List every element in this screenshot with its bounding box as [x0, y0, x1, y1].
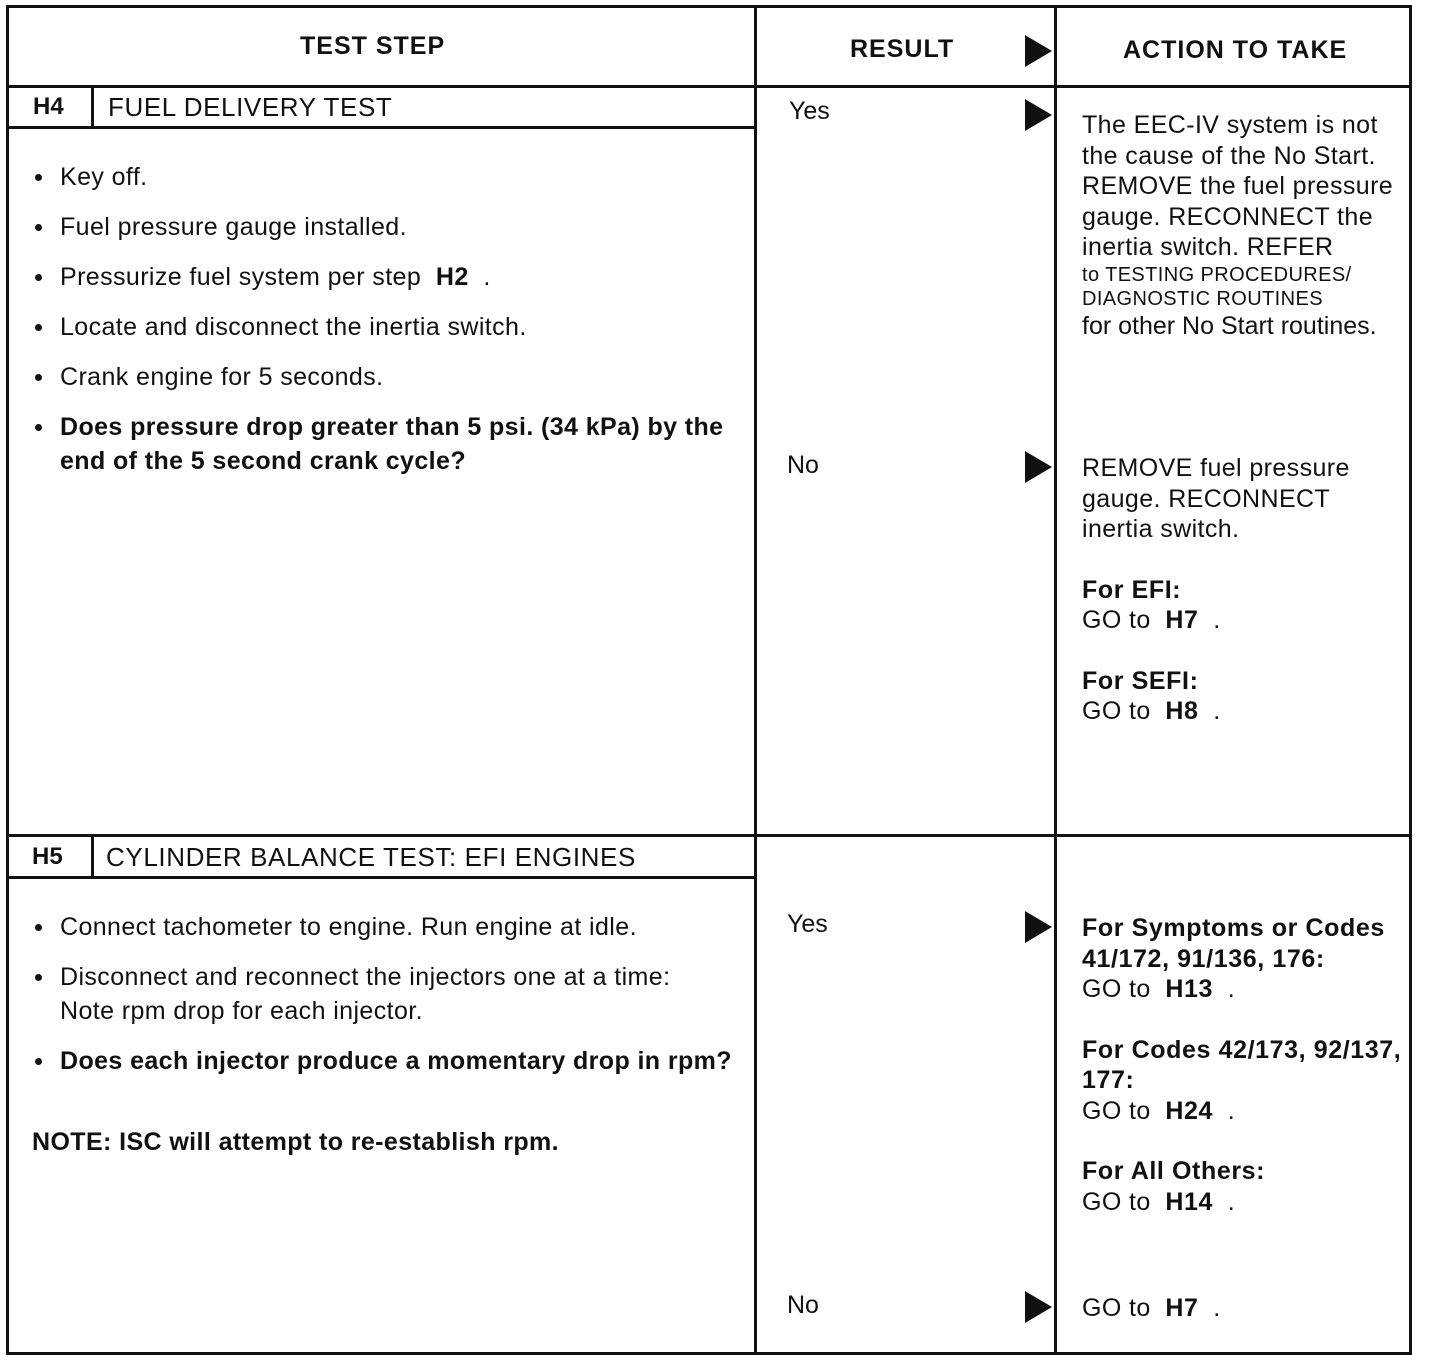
h5-no-ref: H7: [1165, 1294, 1199, 1322]
h4-id-divider: [91, 86, 94, 127]
h5-others-ref: H14: [1165, 1187, 1214, 1216]
header-arrow-icon: [1025, 35, 1052, 67]
header-result: RESULT: [850, 35, 955, 63]
h5-yes-arrow-icon: [1025, 911, 1052, 943]
h4-no-arrow-icon: [1025, 451, 1052, 483]
h5-bullet-3: Does each injector produce a momentary drop in rpm?: [32, 1044, 732, 1078]
h4-yes-arrow-icon: [1025, 99, 1052, 131]
h5-action-yes: For Symptoms or Codes 41/172, 91/136, 176: GO to H13 . For Codes 42/173, 92/137, 177: GO to H24 . For All Others: GO to H14 .: [1082, 914, 1402, 1216]
h4-title: FUEL DELIVERY TEST: [108, 92, 393, 122]
h4-action-no: REMOVE fuel pressure gauge. RECONNECT inertia switch. For EFI: GO to H7 . For SEFI: GO to H8 .: [1082, 454, 1350, 725]
h5-action-no: GO to H7 .: [1082, 1294, 1221, 1322]
h5-result-no: No: [787, 1291, 819, 1319]
h5-id: H5: [32, 843, 63, 870]
h5-bullets: [32, 910, 732, 1078]
h5-bullet-1: Connect tachometer to engine. Run engine at idle.: [32, 910, 732, 944]
h5-others-label: For All Others:: [1082, 1157, 1266, 1185]
h4-result-yes: Yes: [789, 97, 830, 125]
h5-symptoms-ref: H13: [1165, 975, 1214, 1003]
h5-symptoms-label: For Symptoms or Codes 41/172, 91/136, 176:: [1082, 914, 1385, 973]
h5-codes-ref: H24: [1165, 1096, 1214, 1125]
header-test-step: TEST STEP: [300, 32, 446, 60]
h5-title-line: [6, 876, 757, 879]
divider-result-action: [1054, 5, 1057, 1355]
h4-bullet-4: Locate and disconnect the inertia switch.: [32, 310, 732, 344]
h5-bullet-2: Disconnect and reconnect the injectors one at a time: Note rpm drop for each injector.: [32, 960, 732, 1028]
h4-sefi-ref: H8: [1165, 697, 1199, 725]
h4-action-yes: The EEC-IV system is not the cause of the No Start. REMOVE the fuel pressure gauge. RECONNECT the inertia switch. REFER to TESTING PROCEDURES/ DIAGNOSTIC ROUTINES for other No Start routines.: [1082, 111, 1394, 340]
h5-note: NOTE: ISC will attempt to re-establish rpm.: [32, 1128, 559, 1156]
divider-test-result: [754, 5, 757, 1355]
h5-no-arrow-icon: [1025, 1291, 1052, 1323]
h4-bullet-2: Fuel pressure gauge installed.: [32, 210, 732, 244]
header-action: ACTION TO TAKE: [1123, 36, 1348, 64]
h4-efi-ref: H7: [1165, 606, 1199, 634]
h4-bullet-1: Key off.: [32, 160, 732, 194]
h5-codes-label: For Codes 42/173, 92/137, 177:: [1082, 1035, 1402, 1094]
h5-id-divider: [91, 835, 94, 877]
h5-title: CYLINDER BALANCE TEST: EFI ENGINES: [106, 842, 636, 872]
h4-title-line: [6, 126, 757, 129]
h4-bullet-3: Pressurize fuel system per step H2 .: [32, 260, 732, 294]
h4-bullet-3-ref: H2: [435, 263, 469, 291]
h4-id: H4: [33, 93, 64, 120]
h5-result-yes: Yes: [787, 910, 828, 938]
h4-bullet-6: Does pressure drop greater than 5 psi. (34 kPa) by the end of the 5 second crank cycle?: [32, 410, 732, 478]
h4-bullets: [32, 160, 732, 478]
h4-h5-separator: [6, 834, 1412, 837]
header-bottom-line: [6, 85, 1412, 88]
h4-result-no: No: [787, 451, 819, 479]
h4-sefi-label: For SEFI:: [1082, 666, 1199, 695]
h4-efi-label: For EFI:: [1082, 575, 1182, 604]
h4-bullet-5: Crank engine for 5 seconds.: [32, 360, 732, 394]
